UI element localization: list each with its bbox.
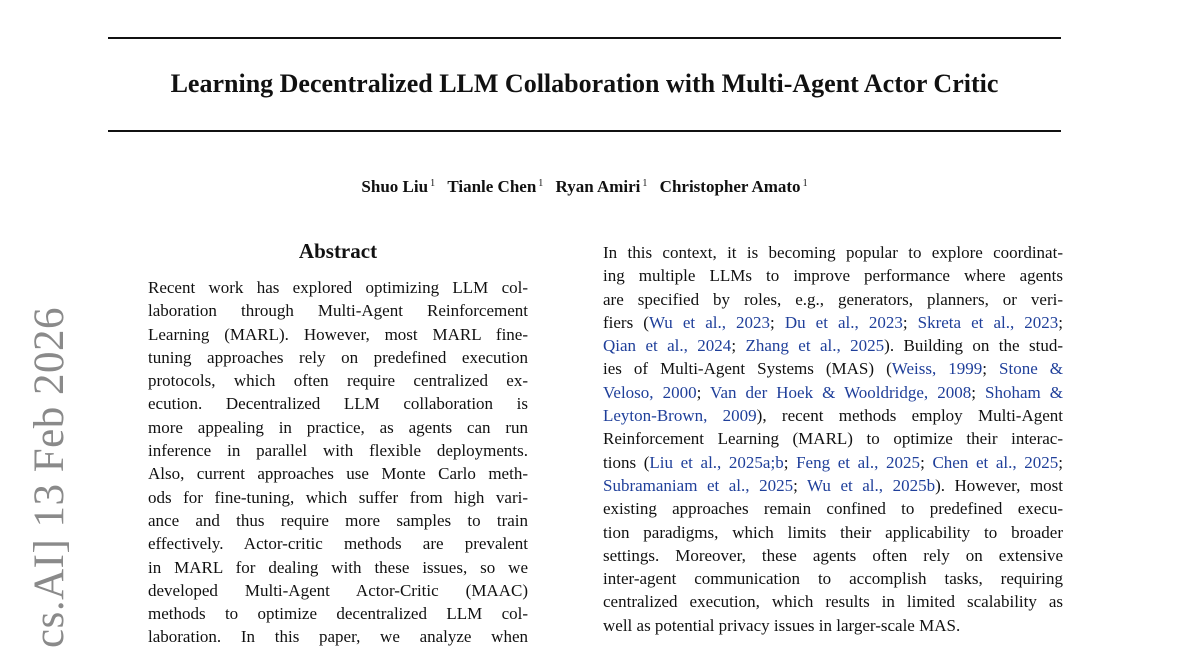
abstract-line: effectively. Actor-critic methods are prevalent [148,534,528,554]
title-rule-top [108,37,1061,39]
abstract-line: in MARL for dealing with these issues, so we [148,557,528,577]
intro-line [603,567,1063,590]
abstract-line: ecution. Decentralized LLM collaboration is [148,394,528,414]
citation-link[interactable]: Liu et al., 2025a;b [649,452,784,472]
intro-line [603,590,1063,613]
intro-text: ies of Multi-Agent Systems (MAS) ( [603,359,892,379]
intro-line [603,264,1063,287]
intro-text: Reinforcement Learning (MARL) to optimize their interac- [603,429,1063,449]
intro-line [603,241,1063,264]
abstract-line: laboration. In this paper, we analyze when [148,627,528,647]
citation-link[interactable]: Veloso, 2000 [603,382,697,402]
citation-link[interactable]: Wu et al., 2025b [807,475,936,495]
citation-link[interactable]: Skreta et al., 2023 [917,312,1059,332]
citation-link[interactable]: Chen et al., 2025 [932,452,1059,472]
author: Tianle Chen $^1$ [447,177,544,196]
citation-link[interactable]: Shoham & [985,382,1063,402]
intro-line [603,427,1063,450]
intro-line [603,474,1063,497]
intro-line [603,521,1063,544]
intro-text: ; [971,382,985,402]
intro-line [603,311,1063,334]
intro-text: ; [783,452,797,472]
author: Shuo Liu $^1$ [361,177,436,196]
intro-text: well as potential privacy issues in larger-scale MAS. [603,615,961,635]
intro-line [603,614,1063,637]
citation-link[interactable]: Subramaniam et al., 2025 [603,475,794,495]
intro-line [603,451,1063,474]
citation-link[interactable]: Van der Hoek & Wooldridge, 2008 [710,382,972,402]
intro-text: fiers ( [603,312,649,332]
intro-text: ; [1058,452,1064,472]
abstract-line: Also, current approaches use Monte Carlo meth- [148,464,528,484]
intro-text: ; [902,312,918,332]
citation-link[interactable]: Qian et al., 2024 [603,336,732,356]
intro-text: ; [770,312,785,332]
abstract-line: more appealing in practice, as agents can run [148,417,528,437]
intro-text: inter-agent communication to accomplish tasks, requiring [603,569,1063,589]
title-rule-bottom [108,130,1061,132]
intro-text: settings. Moreover, these agents often rely on extensive [603,545,1063,565]
abstract-line: methods to optimize decentralized LLM col- [148,604,528,624]
intro-line [603,381,1063,404]
abstract-line: tuning approaches rely on predefined execution [148,347,528,367]
abstract-body [148,276,528,649]
citation-link[interactable]: Du et al., 2023 [784,312,903,332]
intro-line [603,544,1063,567]
abstract-line: Recent work has explored optimizing LLM col- [148,278,528,297]
intro-text: ; [731,336,746,356]
intro-line [603,497,1063,520]
paper-title: Learning Decentralized LLM Collaboration with Multi-Agent Actor Critic [170,69,999,98]
citation-link[interactable]: Wu et al., 2023 [648,312,771,332]
intro-text: ). Building on the stud- [884,336,1063,356]
intro-text: ). However, most [935,475,1064,495]
intro-text: existing approaches remain confined to predefined execu- [603,499,1063,519]
intro-text: tion paradigms, which limits their applicability to broader [603,522,1063,542]
abstract-line: Learning (MARL). However, most MARL fine- [148,324,528,344]
introduction-body [603,241,1063,637]
intro-text: centralized execution, which results in limited scalability as [603,592,1063,612]
intro-text: ; [696,382,711,402]
intro-line [603,288,1063,311]
citation-link[interactable]: Zhang et al., 2025 [745,336,885,356]
intro-line [603,334,1063,357]
author-list [108,173,1061,198]
intro-text: are specified by roles, e.g., generators, planners, or veri- [603,289,1063,309]
abstract-line: ods for fine-tuning, which suffer from high vari- [148,487,528,507]
intro-text: ing multiple LLMs to improve performance where agents [603,266,1063,286]
intro-text: ; [793,475,808,495]
citation-link[interactable]: Leyton-Brown, 2009 [603,406,757,426]
abstract-line: protocols, which often require centralized ex- [148,371,528,391]
intro-text: tions ( [603,452,650,472]
arxiv-side-stamp: cs.AI] 13 Feb 2026 [26,306,73,648]
author: Christopher Amato $^1$ [659,177,808,196]
intro-text: ; [982,359,1000,379]
intro-line [603,404,1063,427]
intro-text: ; [920,452,933,472]
abstract-heading: Abstract [298,239,378,263]
intro-text: ), recent methods employ Multi-Agent [756,406,1063,426]
abstract-line: ance and thus require more samples to train [148,510,528,530]
citation-link[interactable]: Weiss, 1999 [891,359,983,379]
intro-text: In this context, it is becoming popular to explore coordinat- [603,243,1063,262]
author: Ryan Amiri $^1$ [555,177,648,196]
abstract-line: developed Multi-Agent Actor-Critic (MAAC) [148,580,528,600]
abstract-line: inference in parallel with flexible deployments. [148,441,528,461]
citation-link[interactable]: Feng et al., 2025 [796,452,921,472]
intro-line [603,357,1063,380]
citation-link[interactable]: Stone & [999,359,1064,379]
abstract-line: laboration through Multi-Agent Reinforcement [148,301,528,321]
intro-text: ; [1058,312,1064,332]
